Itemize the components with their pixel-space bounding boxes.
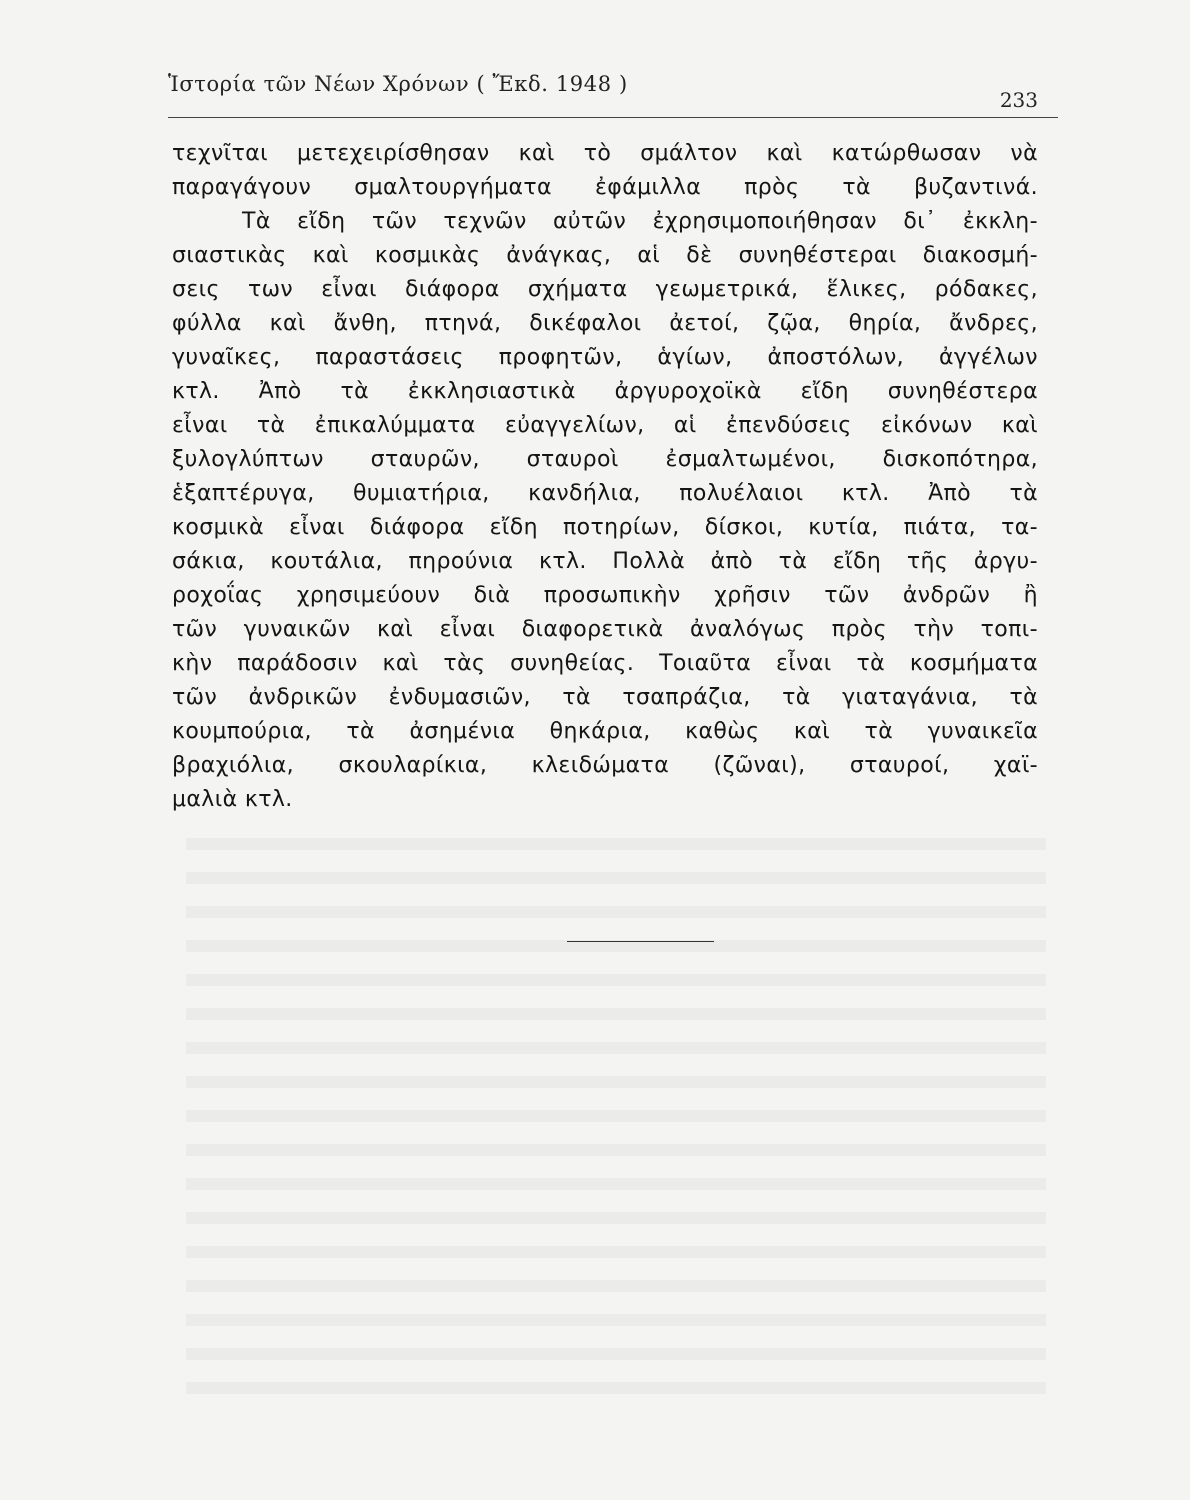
text-line: τῶν ἀνδρικῶν ἐνδυμασιῶν, τὰ τσαπράζια, τὰ γιαταγάνια, τὰ xyxy=(172,685,1038,710)
text-line: τεχνῖται μετεχειρίσθησαν καὶ τὸ σμάλτον καὶ κατώρθωσαν νὰ xyxy=(172,141,1038,166)
text-line: κτλ. Ἀπὸ τὰ ἐκκλησιαστικὰ ἀργυροχοϊκὰ εἴδη συνηθέστερα xyxy=(172,379,1038,404)
text-line: ροχοΐας χρησιμεύουν διὰ προσωπικὴν χρῆσιν τῶν ἀνδρῶν ἢ xyxy=(172,583,1038,608)
running-title: Ἱστορία τῶν Νέων Χρόνων ( Ἔκδ. 1948 ) xyxy=(168,72,628,96)
text-line: ξυλογλύπτων σταυρῶν, σταυροὶ ἐσμαλτωμένοι, δισκοπότηρα, xyxy=(172,447,1038,472)
text-line: τῶν γυναικῶν καὶ εἶναι διαφορετικὰ ἀναλόγως πρὸς τὴν τοπι- xyxy=(172,617,1038,642)
text-line: σιαστικὰς καὶ κοσμικὰς ἀνάγκας, αἱ δὲ συνηθέστεραι διακοσμή- xyxy=(172,243,1038,268)
text-line: παραγάγουν σμαλτουργήματα ἐφάμιλλα πρὸς τὰ βυζαντινά. xyxy=(172,175,1038,200)
body-paragraphs xyxy=(172,137,1038,817)
text-line: βραχιόλια, σκουλαρίκια, κλειδώματα (ζῶναι), σταυροί, χαϊ- xyxy=(172,753,1038,778)
running-head xyxy=(168,66,1038,112)
text-line: εἶναι τὰ ἐπικαλύμματα εὐαγγελίων, αἱ ἐπενδύσεις εἰκόνων καὶ xyxy=(172,413,1038,438)
text-line: γυναῖκες, παραστάσεις προφητῶν, ἁγίων, ἀποστόλων, ἀγγέλων xyxy=(172,345,1038,370)
text-line: φύλλα καὶ ἄνθη, πτηνά, δικέφαλοι ἀετοί, ζῷα, θηρία, ἄνδρες, xyxy=(172,311,1038,336)
text-line: κουμπούρια, τὰ ἀσημένια θηκάρια, καθὼς καὶ τὰ γυναικεῖα xyxy=(172,719,1038,744)
text-line: κοσμικὰ εἶναι διάφορα εἴδη ποτηρίων, δίσκοι, κυτία, πιάτα, τα- xyxy=(172,515,1038,540)
text-line: σεις των εἶναι διάφορα σχήματα γεωμετρικά, ἕλικες, ρόδακες, xyxy=(172,277,1038,302)
text-line: μαλιὰ κτλ. xyxy=(172,787,293,812)
text-line: κὴν παράδοσιν καὶ τὰς συνηθείας. Τοιαῦτα εἶναι τὰ κοσμήματα xyxy=(172,651,1038,676)
text-line: ἑξαπτέρυγα, θυμιατήρια, κανδήλια, πολυέλαιοι κτλ. Ἀπὸ τὰ xyxy=(172,481,1038,506)
reverse-side-bleed-through xyxy=(186,820,1046,1400)
text-line: Τὰ εἴδη τῶν τεχνῶν αὐτῶν ἐχρησιμοποιήθησαν δι᾽ ἐκκλη- xyxy=(242,209,1038,234)
section-end-rule xyxy=(567,941,714,942)
text-line: σάκια, κουτάλια, πηρούνια κτλ. Πολλὰ ἀπὸ τὰ εἴδη τῆς ἀργυ- xyxy=(172,549,1038,574)
header-rule xyxy=(168,117,1058,118)
page-number: 233 xyxy=(999,88,1038,112)
